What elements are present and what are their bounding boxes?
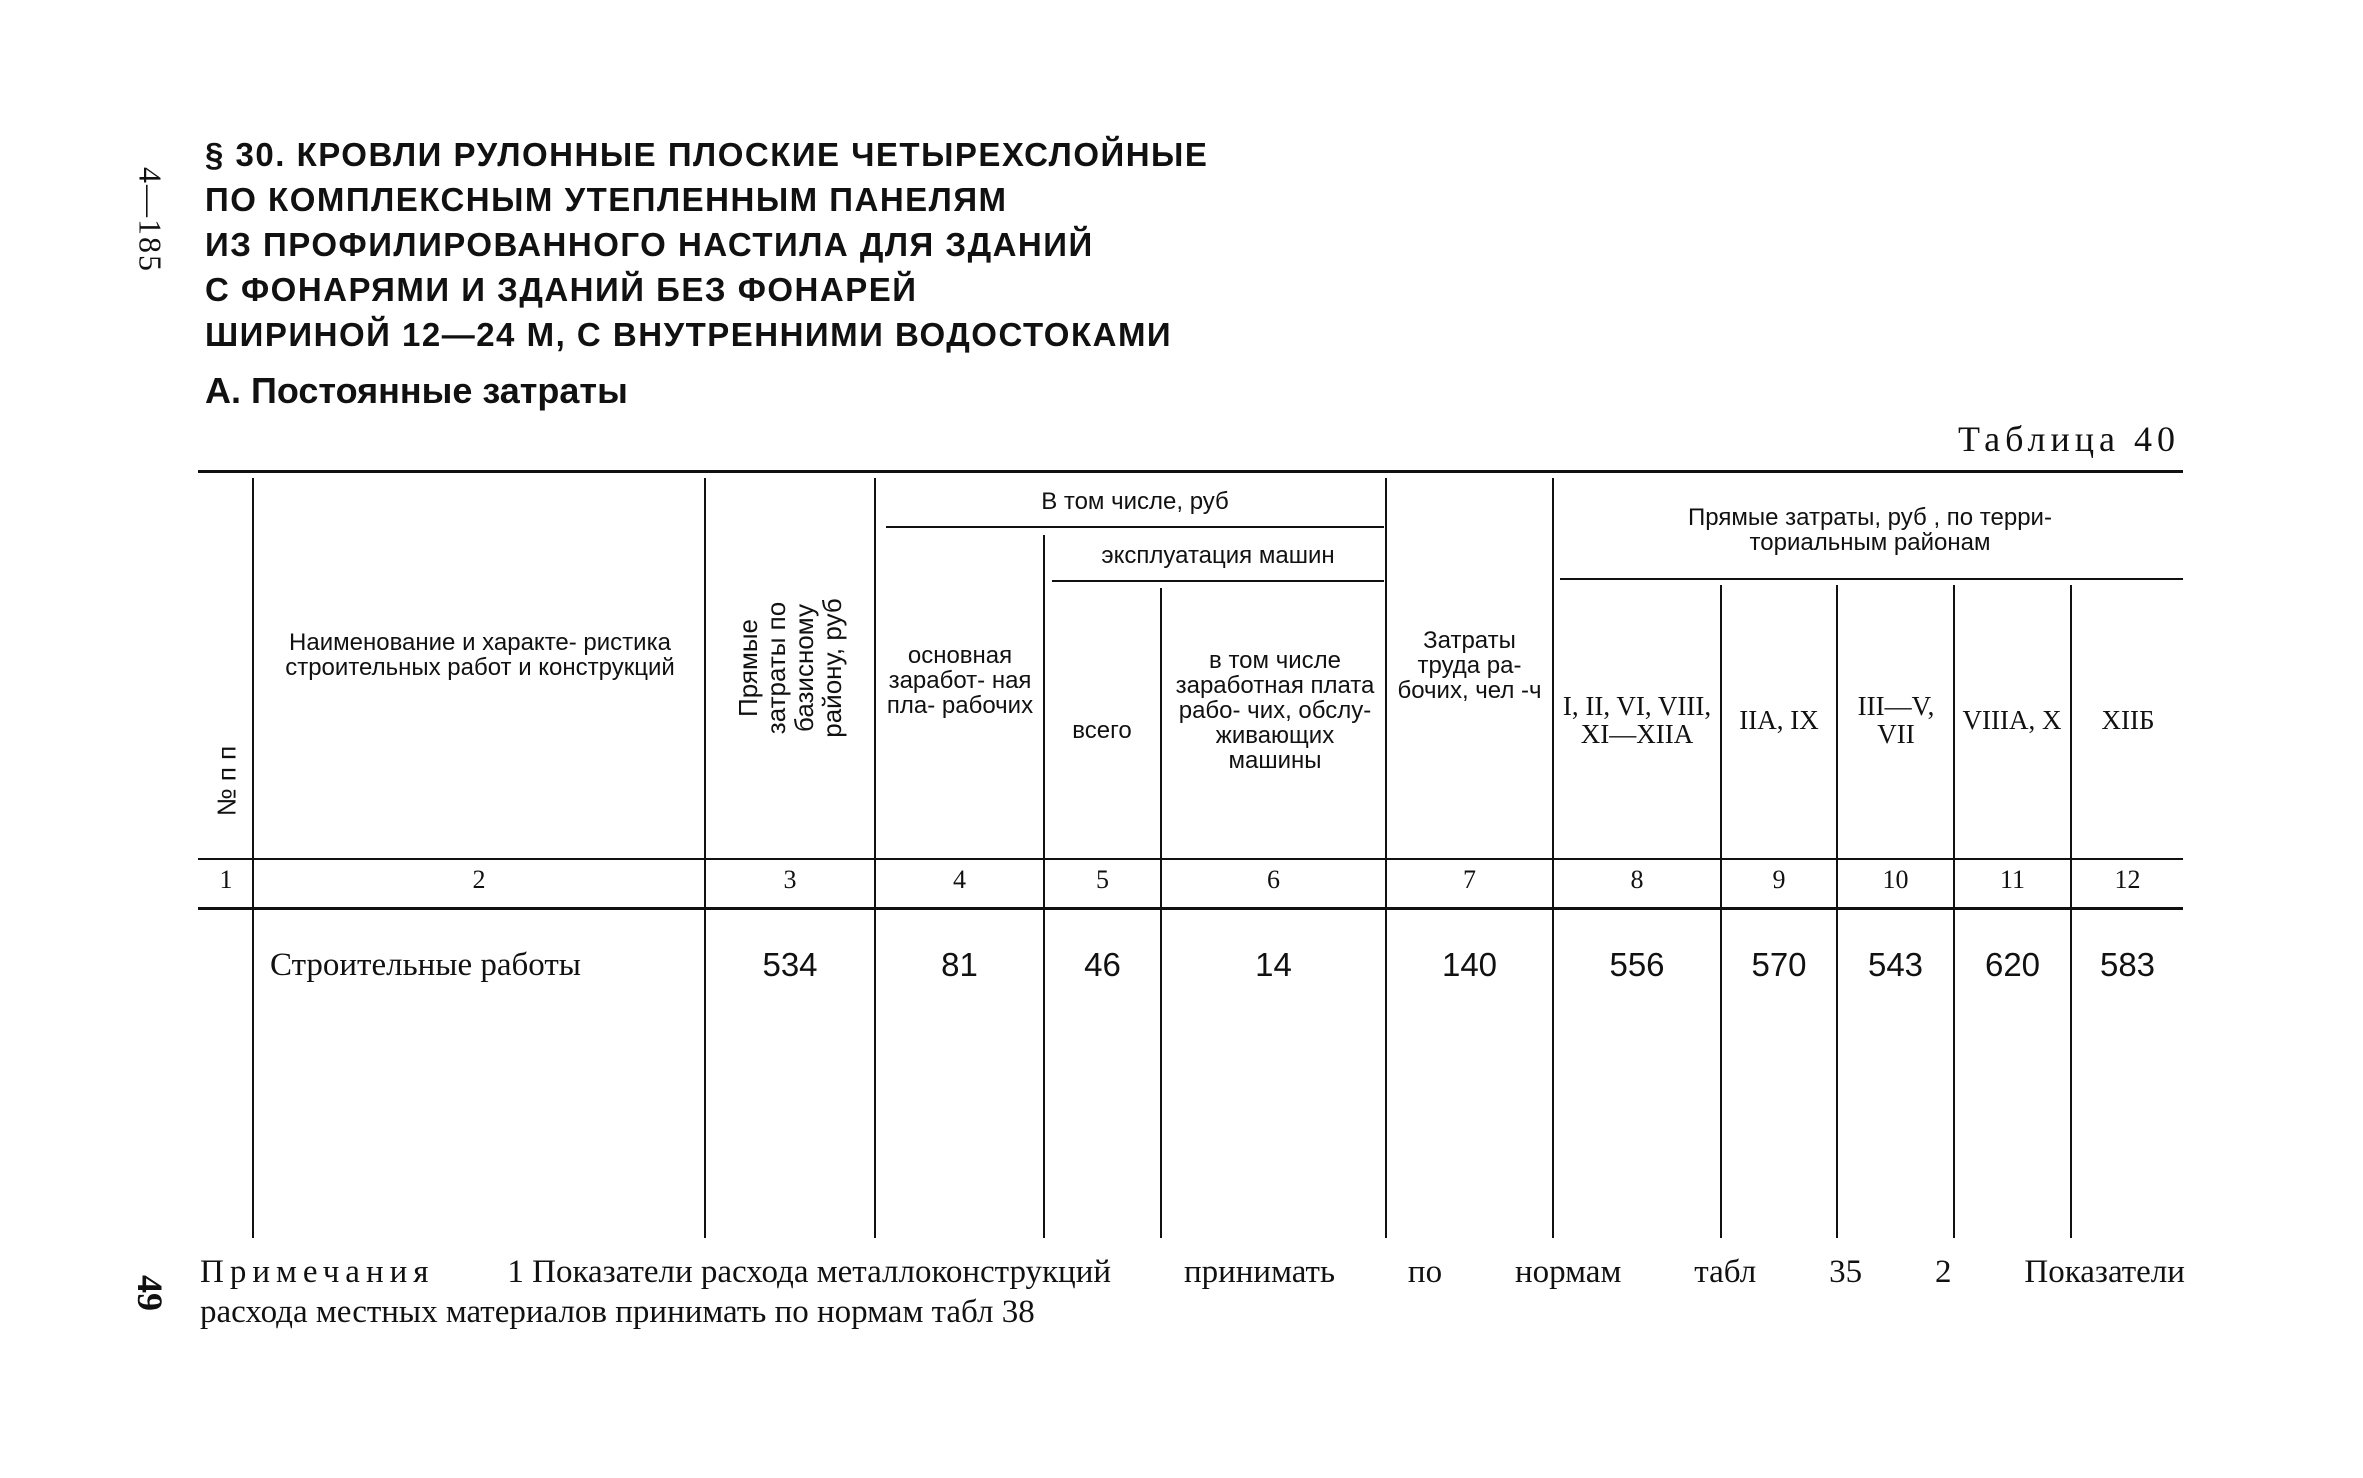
- column-number: 11: [1999, 865, 2026, 894]
- note-word: табл: [1694, 1254, 1757, 1290]
- value-machines-total: 46: [1084, 946, 1121, 983]
- note-word: Показатели: [2024, 1254, 2185, 1290]
- column-number: 4: [953, 865, 966, 894]
- value-machines-wage: 14: [1255, 946, 1292, 983]
- table-notes: [200, 1252, 2185, 1332]
- note-word: 35: [1829, 1254, 1863, 1290]
- column-number: 2: [472, 865, 486, 894]
- column-number: 8: [1630, 865, 1644, 894]
- value-labor: 140: [1441, 946, 1498, 983]
- header-machines-total: всего: [1072, 716, 1132, 744]
- note-word: 1 Показатели расхода металлоконструкций: [507, 1254, 1112, 1290]
- column-number: 1: [219, 865, 233, 894]
- note-word: нормам: [1514, 1254, 1622, 1290]
- header-region-3: III—V, VII: [1857, 691, 1935, 749]
- header-machines-wage: в том числе заработная плата рабо- чих, обслу- живающих машины: [1175, 646, 1375, 774]
- value-base-wage: 81: [941, 946, 978, 983]
- header-labor: Затраты труда ра- бочих, чел -ч: [1397, 626, 1542, 704]
- header-including: В том числе, руб: [1041, 487, 1229, 515]
- header-direct-base: Прямые затраты по базисному району, руб: [733, 597, 847, 738]
- column-number: 5: [1096, 865, 1109, 894]
- note-word: принимать: [1183, 1254, 1335, 1290]
- header-region-1: I, II, VI, VIII, XI—XIIА: [1562, 691, 1712, 749]
- note-word: 2: [1934, 1254, 1952, 1290]
- row-name: Строительные работы: [270, 947, 581, 983]
- title-line: ШИРИНОЙ 12—24 М, С ВНУТРЕННИМИ ВОДОСТОКАМИ: [205, 316, 1173, 353]
- title-line: ПО КОМПЛЕКСНЫМ УТЕПЛЕННЫМ ПАНЕЛЯМ: [205, 181, 1008, 218]
- header-name: Наименование и характе- ристика строительных работ и конструкций: [285, 629, 675, 681]
- column-number: 12: [2114, 865, 2141, 894]
- title-line: ИЗ ПРОФИЛИРОВАННОГО НАСТИЛА ДЛЯ ЗДАНИЙ: [205, 226, 1094, 263]
- note-word: по: [1407, 1254, 1443, 1290]
- header-regions: Прямые затраты, руб , по терри- ториальным районам: [1688, 504, 2052, 556]
- table-label: Таблица 40: [1958, 419, 2180, 459]
- column-number: 6: [1267, 865, 1280, 894]
- note-label: Примечания: [200, 1254, 435, 1290]
- value-region-3: 543: [1867, 946, 1924, 983]
- value-region-1: 556: [1609, 946, 1665, 983]
- column-number: 9: [1772, 865, 1786, 894]
- value-region-2: 570: [1751, 946, 1807, 983]
- column-number: 7: [1463, 865, 1476, 894]
- side-code: 4—185: [132, 167, 169, 273]
- value-region-5: 583: [2099, 946, 2156, 983]
- header-region-4: VIIIА, X: [1962, 705, 2062, 735]
- page-number: 49: [130, 1275, 170, 1311]
- header-base-wage: основная заработ- ная пла- рабочих: [886, 641, 1034, 719]
- column-number: 10: [1882, 865, 1909, 894]
- header-region-5: XIIБ: [2101, 705, 2155, 735]
- value-direct-base: 534: [762, 946, 818, 983]
- section-title: [205, 132, 1208, 357]
- value-region-4: 620: [1984, 946, 2041, 983]
- header-no: № п п: [211, 745, 241, 817]
- header-region-2: IIА, IX: [1739, 705, 1819, 735]
- note-line-2: расхода местных материалов принимать по нормам табл 38: [200, 1294, 1035, 1330]
- header-machines: эксплуатация машин: [1101, 541, 1335, 569]
- column-number: 3: [783, 865, 797, 894]
- subtitle: А. Постоянные затраты: [205, 370, 628, 411]
- title-line: С ФОНАРЯМИ И ЗДАНИЙ БЕЗ ФОНАРЕЙ: [205, 271, 918, 308]
- title-line: § 30. КРОВЛИ РУЛОННЫЕ ПЛОСКИЕ ЧЕТЫРЕХСЛОЙНЫЕ: [205, 136, 1209, 173]
